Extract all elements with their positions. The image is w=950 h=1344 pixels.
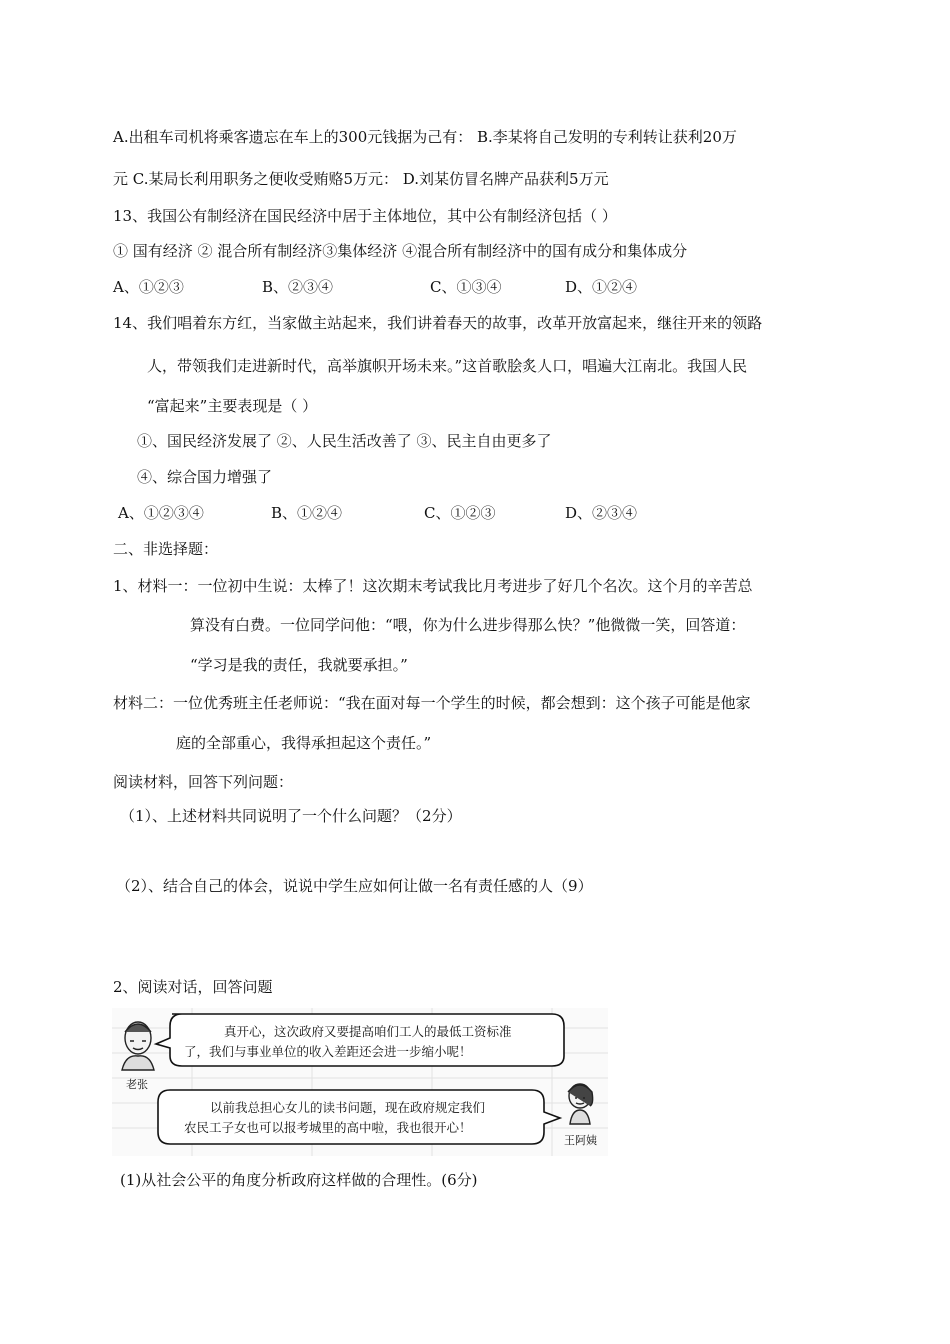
q12-options-line-1: A.出租车司机将乘客遗忘在车上的300元钱据为己有： B.李某将自己发明的专利转让获利20万 (113, 128, 737, 146)
q14-stem-line-3: “富起来”主要表现是（ ） (147, 397, 318, 415)
q1-sub-question-2: （2）、结合自己的体会，说说中学生应如何让做一名有责任感的人（9） (116, 877, 593, 895)
name-lao-zhang: 老张 (126, 1078, 148, 1091)
q13-option-b: B、②③④ (262, 278, 334, 296)
wang-ayi-figure (568, 1084, 593, 1124)
material-1-line-2: 算没有白费。一位同学问他：“喂，你为什么进步得那么快？”他微微一笑，回答道： (190, 616, 746, 634)
bubble-2-line-1: 以前我总担心女儿的读书问题，现在政府规定我们 (210, 1100, 486, 1115)
bubble-1-line-1: 真开心，这次政府又要提高咱们工人的最低工资标准 (224, 1024, 512, 1039)
bubble-1-line-2: 了，我们与事业单位的收入差距还会进一步缩小呢！ (184, 1044, 472, 1059)
q14-option-d: D、②③④ (565, 504, 638, 522)
q2-sub-question-1: (1)从社会公平的角度分析政府这样做的合理性。(6分) (120, 1171, 478, 1189)
q13-stem: 13、我国公有制经济在国民经济中居于主体地位，其中公有制经济包括（ ） (113, 207, 617, 225)
q14-stem-line-1: 14、我们唱着东方红，当家做主站起来，我们讲着春天的故事，改革开放富起来，继往开来的领路 (113, 314, 763, 332)
material-1-line-1: 1、材料一：一位初中生说：太棒了！这次期末考试我比月考进步了好几个名次。这个月的辛苦总 (113, 577, 753, 595)
q13-option-d: D、①②④ (565, 278, 638, 296)
q14-option-c: C、①②③ (424, 504, 496, 522)
q14-items-line-2: ④、综合国力增强了 (137, 468, 273, 486)
q14-option-a: A、①②③④ (118, 504, 204, 522)
dialogue-comic (112, 1008, 608, 1156)
q2-stem: 2、阅读对话，回答问题 (113, 978, 273, 996)
reading-prompt: 阅读材料，回答下列问题： (113, 773, 294, 791)
q14-stem-line-2: 人，带领我们走进新时代，高举旗帜开场未来。”这首歌脍炙人口，唱遍大江南北。我国人民 (147, 357, 748, 375)
material-2-line-2: 庭的全部重心，我得承担起这个责任。” (176, 734, 432, 752)
name-wang-ayi: 王阿姨 (564, 1134, 597, 1147)
q14-option-b: B、①②④ (271, 504, 343, 522)
section-2-heading: 二、非选择题： (113, 540, 219, 558)
q14-items-line-1: ①、国民经济发展了 ②、人民生活改善了 ③、民主自由更多了 (137, 432, 552, 450)
material-2-line-1: 材料二：一位优秀班主任老师说：“我在面对每一个学生的时候，都会想到：这个孩子可能是他家 (113, 694, 751, 712)
q12-options-line-2: 元 C.某局长利用职务之便收受贿赂5万元： D.刘某仿冒名牌产品获利5万元 (113, 170, 609, 188)
q13-option-c: C、①③④ (430, 278, 502, 296)
q13-option-a: A、①②③ (113, 278, 184, 296)
material-1-line-3: “学习是我的责任，我就要承担。” (190, 656, 408, 674)
q1-sub-question-1: （1）、上述材料共同说明了一个什么问题？（2分） (120, 807, 462, 825)
speech-bubble-2 (158, 1090, 560, 1144)
bubble-2-line-2: 农民工子女也可以报考城里的高中啦，我也很开心！ (184, 1120, 472, 1135)
lao-zhang-figure (122, 1022, 154, 1070)
q13-items: ① 国有经济 ② 混合所有制经济③集体经济 ④混合所有制经济中的国有成分和集体成分 (113, 242, 688, 260)
